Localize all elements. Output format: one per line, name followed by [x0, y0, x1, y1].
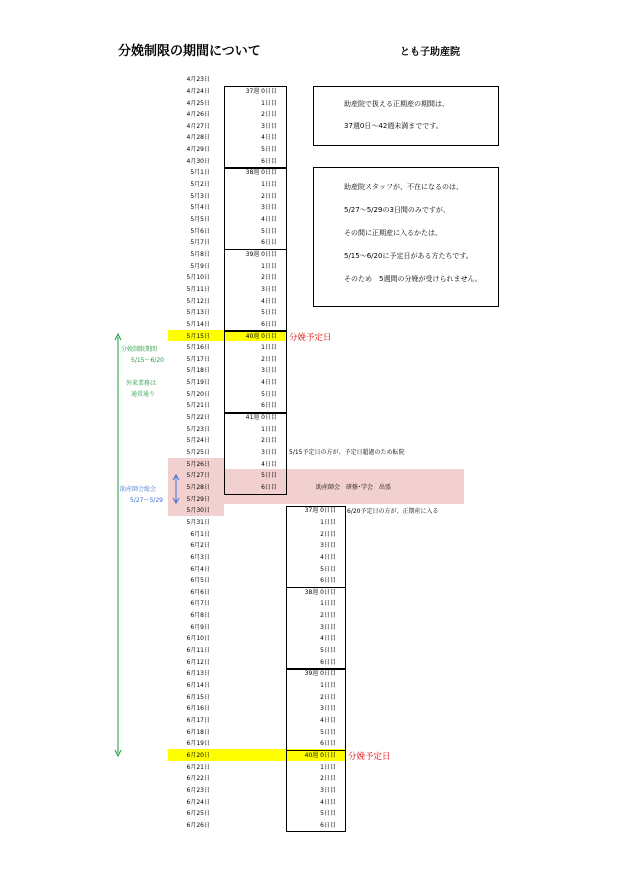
weeks-b-day: 6日目: [320, 658, 336, 666]
weeks-a-day: 4日目: [261, 134, 277, 142]
weeks-b-week-start: 40週 0日目: [304, 751, 336, 759]
note-term-start: 6/20予定日の方が、正期産に入る: [347, 508, 439, 515]
weeks-a-day: 3日目: [261, 204, 277, 212]
date-cell: 6月26日: [186, 821, 210, 829]
weeks-b-day: 1日目: [320, 518, 336, 526]
note-box2-line-4: 5/15～6/20に予定日がある方たちです。: [344, 252, 473, 260]
date-cell: 6月12日: [186, 658, 210, 666]
date-cell: 5月9日: [190, 262, 210, 270]
meeting-event: 助産師会 研修･学会 出張: [316, 484, 392, 491]
weeks-b-day: 3日目: [320, 705, 336, 713]
date-cell: 4月30日: [186, 157, 210, 165]
date-cell: 5月10日: [186, 274, 210, 282]
weeks-a-week-start: 41週 0日目: [245, 414, 277, 422]
date-cell: 5月31日: [186, 518, 210, 526]
date-cell: 5月21日: [186, 402, 210, 410]
date-cell: 5月6日: [190, 227, 210, 235]
date-cell: 4月25日: [186, 99, 210, 107]
note-box-term-period: [313, 86, 499, 146]
weeks-a-day: 2日目: [261, 192, 277, 200]
date-cell: 5月5日: [190, 216, 210, 223]
date-cell: 4月26日: [186, 111, 210, 119]
weeks-a-week-start: 39週 0日目: [245, 250, 277, 258]
date-cell: 5月28日: [186, 483, 210, 491]
weeks-a-day: 4日目: [261, 460, 277, 468]
date-cell: 4月27日: [186, 122, 210, 130]
date-cell: 5月30日: [186, 507, 210, 515]
date-cell: 4月29日: [186, 146, 210, 154]
weeks-a-day: 6日目: [261, 402, 277, 410]
restriction-title: 分娩制限期間: [121, 346, 158, 353]
weeks-a-day: 2日目: [261, 274, 277, 282]
weeks-b-week-start: 37週 0日目: [304, 507, 336, 515]
page-title: 分娩制限の期間について: [118, 44, 261, 59]
weeks-a-day: 3日目: [261, 285, 277, 293]
date-cell: 6月2日: [190, 542, 210, 550]
weeks-a-week-start: 37週 0日目: [245, 87, 277, 95]
date-cell: 5月15日: [186, 332, 210, 340]
date-cell: 5月20日: [186, 390, 210, 398]
weeks-a-day: 4日目: [261, 379, 277, 387]
weeks-b-day: 5日目: [320, 810, 336, 818]
weeks-a-day: 3日目: [261, 449, 277, 456]
weeks-a-day: 1日目: [261, 99, 277, 107]
date-cell: 5月8日: [190, 250, 210, 258]
date-cell: 5月2日: [190, 181, 210, 189]
weeks-b-day: 4日目: [320, 553, 336, 561]
weeks-b-day: 3日目: [320, 786, 336, 794]
weeks-a-day: 3日目: [261, 367, 277, 375]
weeks-b-day: 5日目: [320, 728, 336, 736]
date-cell: 6月22日: [186, 775, 210, 783]
date-cell: 5月11日: [186, 285, 210, 293]
date-cell: 5月3日: [190, 192, 210, 200]
date-cell: 4月28日: [186, 134, 210, 142]
weeks-b-day: 5日目: [320, 565, 336, 573]
meeting-arrow: [171, 474, 181, 504]
weeks-a-week-start: 38週 0日目: [245, 169, 277, 177]
date-cell: 6月5日: [190, 577, 210, 585]
weeks-a-day: 1日目: [261, 262, 277, 270]
date-cell: 4月24日: [186, 87, 210, 95]
date-cell: 5月14日: [186, 320, 210, 328]
weeks-a-day: 2日目: [261, 437, 277, 445]
date-cell: 6月8日: [190, 612, 210, 620]
date-cell: 6月7日: [190, 600, 210, 608]
date-cell: 6月1日: [190, 530, 210, 538]
date-cell: 5月27日: [186, 472, 210, 480]
date-cell: 5月19日: [186, 379, 210, 387]
date-cell: 6月18日: [186, 728, 210, 736]
weeks-b-day: 4日目: [320, 635, 336, 643]
weeks-a-day: 5日目: [261, 227, 277, 235]
date-cell: 6月3日: [190, 553, 210, 561]
weeks-b-day: 2日目: [320, 693, 336, 701]
weeks-b-week-start: 39週 0日目: [304, 670, 336, 678]
weeks-b-day: 3日目: [320, 542, 336, 550]
date-cell: 5月26日: [186, 460, 210, 468]
date-cell: 6月24日: [186, 798, 210, 806]
date-cell: 6月9日: [190, 623, 210, 631]
date-cell: 5月13日: [186, 309, 210, 317]
date-cell: 4月23日: [186, 76, 210, 84]
weeks-b-week-start: 38週 0日目: [304, 588, 336, 596]
date-cell: 5月24日: [186, 437, 210, 445]
date-cell: 5月1日: [190, 169, 210, 177]
date-cell: 6月10日: [186, 635, 210, 643]
date-cell: 5月16日: [186, 344, 210, 352]
note-box-staff-absence: [313, 167, 499, 307]
weeks-a-day: 4日目: [261, 297, 277, 305]
meeting-range: 5/27～5/29: [130, 497, 163, 504]
date-cell: 5月23日: [186, 425, 210, 433]
date-cell: 5月18日: [186, 367, 210, 375]
weeks-b-day: 3日目: [320, 623, 336, 631]
weeks-b-day: 2日目: [320, 612, 336, 620]
weeks-a-day: 5日目: [261, 146, 277, 154]
date-cell: 5月4日: [190, 204, 210, 212]
weeks-a-day: 2日目: [261, 111, 277, 119]
note-overdue: 5/15予定日の方が、予定日超過のため転院: [289, 449, 405, 456]
weeks-a-day: 5日目: [261, 472, 277, 480]
weeks-a-day: 6日目: [261, 320, 277, 328]
date-cell: 6月4日: [190, 565, 210, 573]
restriction-range: 5/15～6/20: [131, 357, 164, 364]
weeks-b-day: 1日目: [320, 682, 336, 689]
note-box2-line-5: そのため 5週間の分娩が受けられません。: [344, 275, 482, 283]
weeks-a-day: 4日目: [261, 216, 277, 223]
outpatient-line-2: 通常通り: [131, 391, 156, 398]
outpatient-line-1: 外来業務は: [126, 380, 157, 387]
date-cell: 5月12日: [186, 297, 210, 305]
date-cell: 5月17日: [186, 355, 210, 363]
weeks-a-day: 5日目: [261, 390, 277, 398]
date-cell: 6月25日: [186, 810, 210, 818]
note-box2-line-1: 助産院スタッフが、不在になるのは、: [344, 183, 463, 191]
meeting-title: 助産師会総会: [120, 486, 157, 493]
date-cell: 6月19日: [186, 740, 210, 748]
weeks-b-day: 1日目: [320, 600, 336, 608]
date-cell: 6月11日: [186, 647, 210, 655]
date-cell: 6月21日: [186, 763, 210, 771]
date-cell: 5月7日: [190, 239, 210, 247]
note-box1-line-1: 助産院で扱える正期産の期間は、: [344, 100, 449, 108]
weeks-b-day: 2日目: [320, 775, 336, 783]
clinic-name: とも子助産院: [400, 47, 460, 58]
note-box2-line-3: その間に正期産に入るかたは、: [344, 229, 442, 237]
weeks-b-day: 5日目: [320, 647, 336, 655]
date-cell: 6月14日: [186, 682, 210, 689]
weeks-a-day: 6日目: [261, 157, 277, 165]
date-cell: 6月17日: [186, 716, 210, 724]
date-cell: 6月6日: [190, 588, 210, 596]
weeks-a-day: 3日目: [261, 122, 277, 130]
weeks-a-day: 6日目: [261, 483, 277, 491]
weeks-a-day: 2日目: [261, 355, 277, 363]
date-cell: 6月20日: [186, 751, 210, 759]
date-cell: 5月22日: [186, 414, 210, 422]
date-cell: 6月16日: [186, 705, 210, 713]
date-cell: 6月13日: [186, 670, 210, 678]
weeks-b-day: 6日目: [320, 740, 336, 748]
weeks-a-day: 6日目: [261, 239, 277, 247]
due-date-label-a: 分娩予定日: [289, 333, 332, 343]
date-cell: 6月23日: [186, 786, 210, 794]
weeks-b-day: 4日目: [320, 798, 336, 806]
weeks-b-day: 2日目: [320, 530, 336, 538]
weeks-a-day: 1日目: [261, 344, 277, 352]
weeks-b-day: 1日目: [320, 763, 336, 771]
restriction-arrow: [113, 332, 123, 758]
weeks-a-day: 1日目: [261, 181, 277, 189]
date-cell: 5月29日: [186, 495, 210, 503]
weeks-b-day: 4日目: [320, 716, 336, 724]
weeks-a-day: 1日目: [261, 425, 277, 433]
weeks-b-day: 6日目: [320, 821, 336, 829]
note-box1-line-2: 37週0日～42週未満までです。: [344, 122, 443, 130]
note-box2-line-2: 5/27～5/29の3日間のみですが、: [344, 206, 450, 214]
weeks-b-day: 6日目: [320, 577, 336, 585]
weeks-a-day: 5日目: [261, 309, 277, 317]
date-cell: 5月25日: [186, 449, 210, 456]
date-cell: 6月15日: [186, 693, 210, 701]
due-date-label-b: 分娩予定日: [348, 752, 391, 762]
weeks-a-week-start: 40週 0日目: [245, 332, 277, 340]
